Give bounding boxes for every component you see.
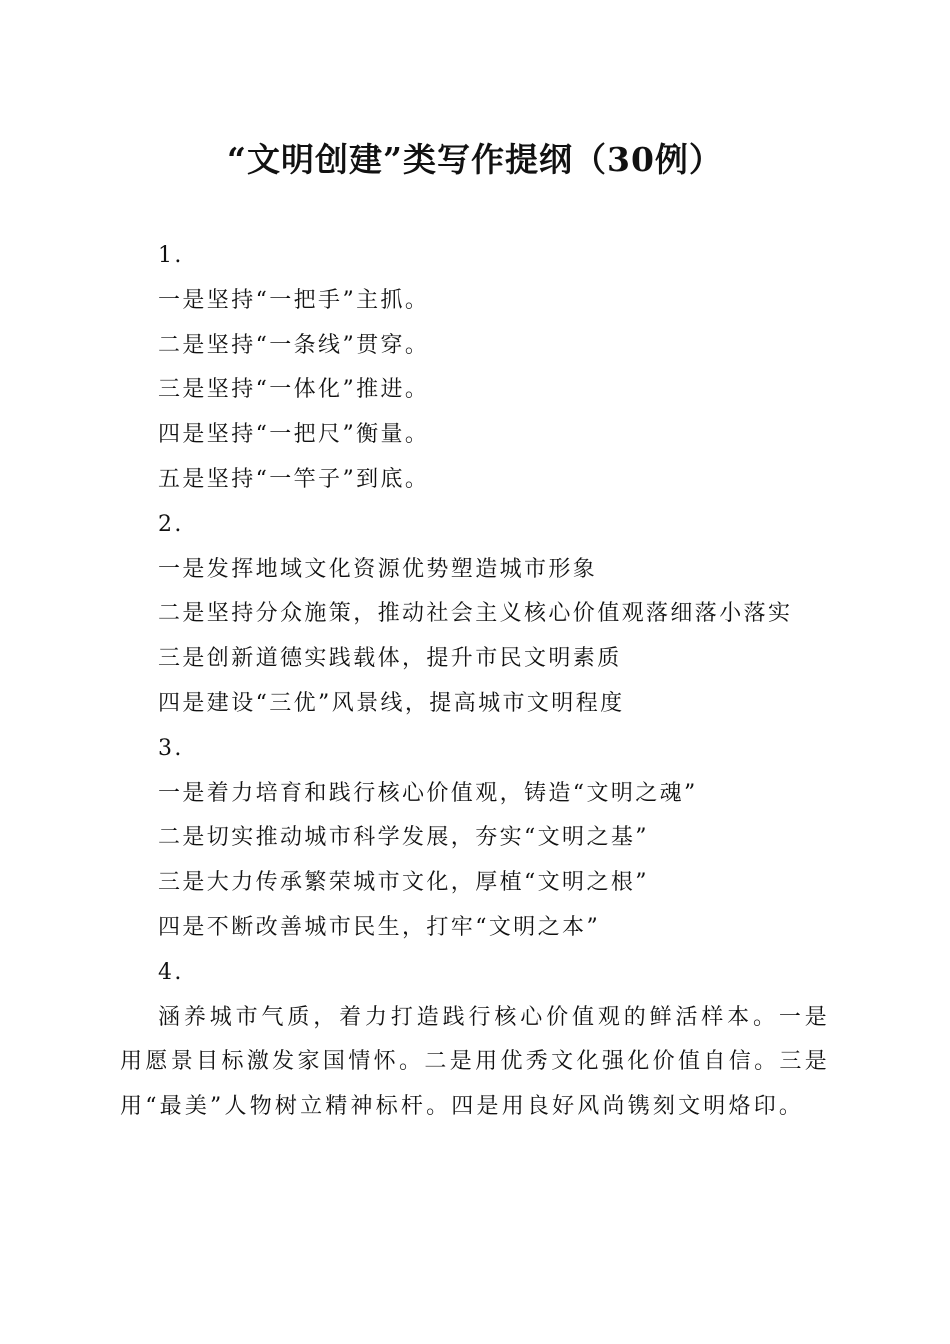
document-title: “文明创建”类写作提纲（30例）: [227, 140, 723, 179]
section-number: 4.: [158, 959, 184, 985]
document-body: [120, 234, 830, 1130]
list-item: 四是不断改善城市民生，打牢“文明之本”: [158, 914, 601, 940]
section-paragraph: 涵养城市气质，着力打造践行核心价值观的鲜活样本。一是用愿景目标激发家国情怀。二是用优秀文化强化价值自信。三是用“最美”人物树立精神标杆。四是用良好风尚镌刻文明烙印。: [120, 1004, 830, 1120]
list-item: 二是坚持分众施策，推动社会主义核心价值观落细落小落实: [158, 601, 793, 627]
list-item: 三是大力传承繁荣城市文化，厚植“文明之根”: [158, 870, 649, 896]
list-item: 一是坚持“一把手”主抓。: [158, 287, 430, 313]
list-item: 一是着力培育和践行核心价值观，铸造“文明之魂”: [158, 780, 698, 806]
list-item: 三是创新道德实践载体，提升市民文明素质: [158, 646, 622, 672]
section-number: 1.: [158, 243, 184, 268]
section-number: 3.: [158, 735, 184, 761]
list-item: 一是发挥地域文化资源优势塑造城市形象: [158, 556, 598, 582]
section-number: 2.: [158, 511, 184, 537]
list-item: 三是坚持“一体化”推进。: [158, 377, 430, 403]
list-item: 二是切实推动城市科学发展，夯实“文明之基”: [158, 825, 649, 851]
list-item: 四是坚持“一把尺”衡量。: [158, 422, 430, 448]
list-item: 二是坚持“一条线”贯穿。: [158, 332, 430, 358]
list-item: 五是坚持“一竿子”到底。: [158, 466, 430, 492]
list-item: 四是建设“三优”风景线，提高城市文明程度: [158, 690, 625, 716]
